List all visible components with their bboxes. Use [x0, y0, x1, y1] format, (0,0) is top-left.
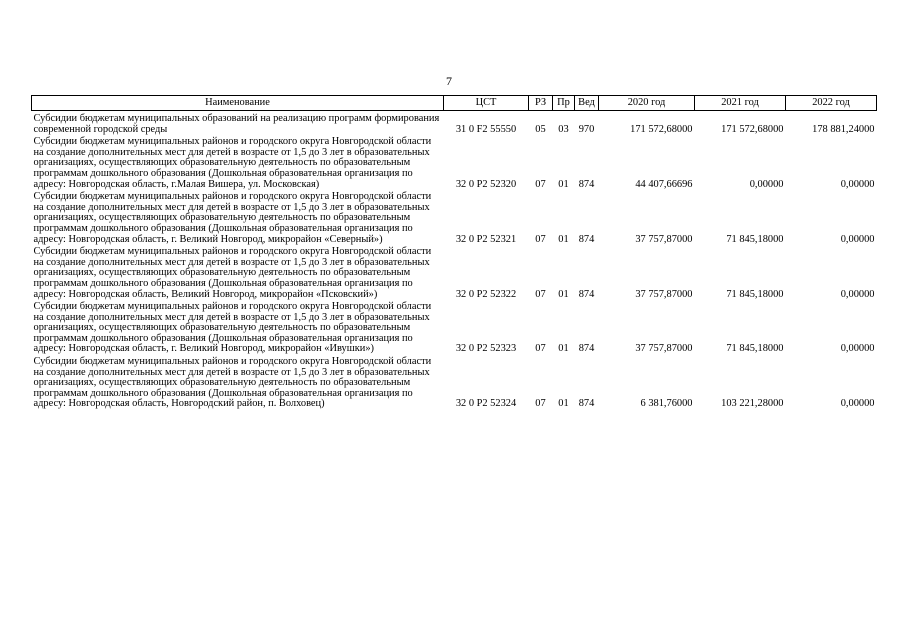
- row-2020: 44 407,66696: [635, 178, 693, 190]
- row-ved: 874: [578, 398, 595, 410]
- row-2022: 0,00000: [840, 343, 875, 355]
- row-2022: 178 881,24000: [812, 123, 875, 135]
- row-cst: 32 0 P2 52321: [455, 233, 517, 245]
- row-2020: 6 381,76000: [640, 398, 693, 410]
- table-header-row: [32, 96, 877, 111]
- header-ved: Вед: [575, 96, 599, 111]
- row-name: Субсидии бюджетам муниципальных районов и городского округа Новгородской области на создание дополнительных мест для детей в возрасте от 1,5 до 3 лет в образовательных организациях, осуществляющих образовательную деятельность по образовательным программам дошкольного образования (Дошкольная образовательная организация по адресу: Новгородская область, г. Великий Новгород, микрорайон «Ивушки»): [33, 301, 432, 355]
- table-row: [32, 357, 877, 412]
- row-2021: 71 845,18000: [726, 233, 784, 245]
- row-rz: 07: [535, 288, 546, 300]
- row-cst: 32 0 P2 52322: [455, 288, 517, 300]
- page-number: 7: [446, 74, 452, 88]
- budget-table: [31, 95, 877, 412]
- row-pr: 01: [558, 288, 569, 300]
- row-2022: 0,00000: [840, 233, 875, 245]
- header-2021: 2021 год: [695, 96, 786, 111]
- header-2022: 2022 год: [786, 96, 877, 111]
- row-name: Субсидии бюджетам муниципальных районов и городского округа Новгородской области на создание дополнительных мест для детей в возрасте от 1,5 до 3 лет в образовательных организациях, осуществляющих образовательную деятельность по образовательным программам дошкольного образования (Дошкольная образовательная организация по адресу: Новгородская область, г.Малая Вишера, ул. Московская): [33, 136, 432, 190]
- row-pr: 01: [558, 233, 569, 245]
- row-rz: 05: [535, 123, 546, 135]
- row-name: Субсидии бюджетам муниципальных районов и городского округа Новгородской области на создание дополнительных мест для детей в возрасте от 1,5 до 3 лет в образовательных организациях, осуществляющих образовательную деятельность по образовательным программам дошкольного образования (Дошкольная образовательная организация по адресу: Новгородская область, Великий Новгород, микрорайон «Псковский»): [33, 246, 432, 300]
- row-2022: 0,00000: [840, 288, 875, 300]
- row-rz: 07: [535, 233, 546, 245]
- header-2020: 2020 год: [599, 96, 695, 111]
- row-pr: 03: [558, 123, 569, 135]
- row-name: Субсидии бюджетам муниципальных районов и городского округа Новгородской области на создание дополнительных мест для детей в возрасте от 1,5 до 3 лет в образовательных организациях, осуществляющих образовательную деятельность по образовательным программам дошкольного образования (Дошкольная образовательная организация по адресу: Новгородская область, г. Великий Новгород, микрорайон «Северный»): [33, 191, 432, 245]
- row-cst: 32 0 P2 52324: [455, 398, 517, 410]
- row-2020: 37 757,87000: [635, 343, 693, 355]
- row-2022: 0,00000: [840, 178, 875, 190]
- row-name: Субсидии бюджетам муниципальных районов и городского округа Новгородской области на создание дополнительных мест для детей в возрасте от 1,5 до 3 лет в образовательных организациях, осуществляющих образовательную деятельность по образовательным программам дошкольного образования (Дошкольная образовательная организация по адресу: Новгородская область, Новгородский район, п. Волховец): [33, 356, 432, 410]
- row-pr: 01: [558, 343, 569, 355]
- row-2021: 71 845,18000: [726, 343, 784, 355]
- table-row: [32, 302, 877, 357]
- row-2021: 71 845,18000: [726, 288, 784, 300]
- row-2020: 171 572,68000: [630, 123, 693, 135]
- row-2020: 37 757,87000: [635, 288, 693, 300]
- row-ved: 970: [578, 123, 595, 135]
- row-ved: 874: [578, 233, 595, 245]
- row-cst: 31 0 F2 55550: [455, 123, 517, 135]
- row-ved: 874: [578, 288, 595, 300]
- row-2021: 171 572,68000: [721, 123, 784, 135]
- row-rz: 07: [535, 398, 546, 410]
- row-rz: 07: [535, 343, 546, 355]
- row-ved: 874: [578, 343, 595, 355]
- row-ved: 874: [578, 178, 595, 190]
- header-cst: ЦСТ: [444, 96, 529, 111]
- row-2020: 37 757,87000: [635, 233, 693, 245]
- row-pr: 01: [558, 398, 569, 410]
- header-rz: РЗ: [529, 96, 553, 111]
- table-row: [32, 137, 877, 192]
- table-row: [32, 111, 877, 138]
- row-pr: 01: [558, 178, 569, 190]
- row-2021: 0,00000: [749, 178, 784, 190]
- header-name: Наименование: [32, 96, 444, 111]
- table-row: [32, 247, 877, 302]
- table-row: [32, 192, 877, 247]
- row-cst: 32 0 P2 52323: [455, 343, 517, 355]
- header-pr: Пр: [553, 96, 575, 111]
- row-name: Субсидии бюджетам муниципальных образований на реализацию программ формирования современной городской среды: [33, 113, 440, 135]
- row-2022: 0,00000: [840, 398, 875, 410]
- row-2021: 103 221,28000: [721, 398, 784, 410]
- row-rz: 07: [535, 178, 546, 190]
- row-cst: 32 0 P2 52320: [455, 178, 517, 190]
